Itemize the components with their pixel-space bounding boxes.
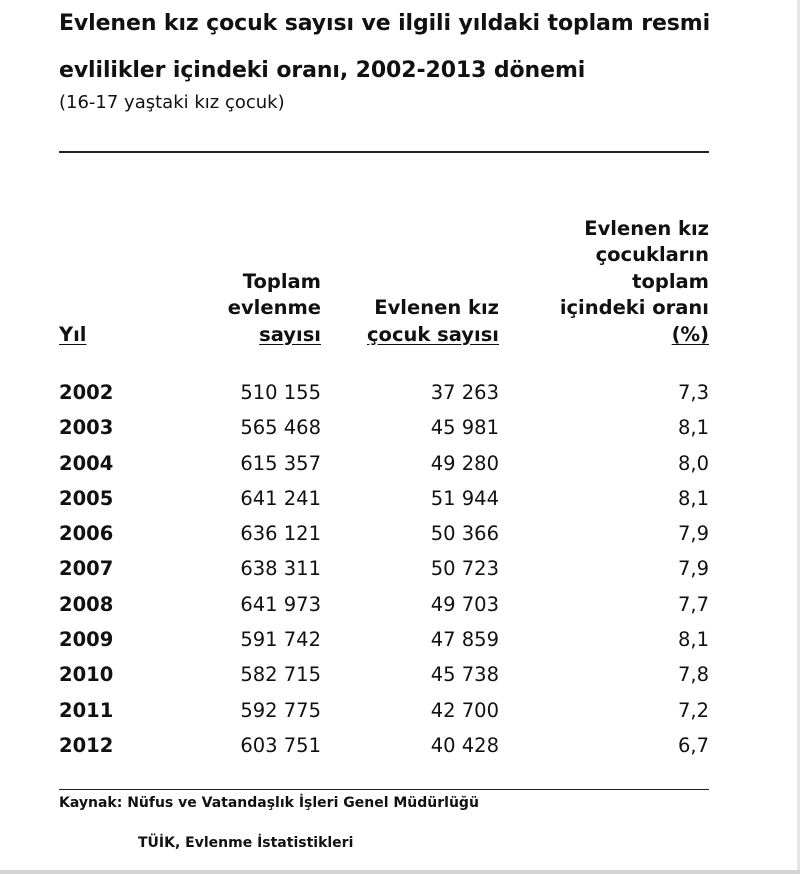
source-note-secondary: TÜİK, Evlenme İstatistikleri (138, 835, 354, 851)
header-total-line: evlenme (227, 296, 321, 319)
table-row (59, 375, 709, 410)
cell-year: 2003 (59, 416, 114, 440)
cell-ratio: 8,1 (677, 628, 709, 652)
table-row (59, 410, 709, 445)
cell-ratio: 6,7 (677, 733, 709, 757)
table-row (59, 657, 709, 692)
table-row (59, 728, 709, 763)
cell-total: 565 468 (240, 416, 321, 440)
cell-count: 45 981 (430, 416, 499, 440)
table-row (59, 446, 709, 481)
cell-year: 2012 (59, 733, 114, 757)
header-ratio-line: toplam (632, 269, 709, 293)
cell-year: 2004 (59, 451, 114, 475)
header-ratio-line: Evlenen kız (584, 216, 709, 240)
table-row (59, 622, 709, 657)
cell-ratio: 7,3 (677, 381, 709, 404)
header-total-line: Toplam (242, 269, 321, 293)
cell-year: 2002 (59, 381, 114, 404)
cell-ratio: 8,0 (677, 451, 709, 475)
top-rule (59, 151, 709, 153)
cell-count: 40 428 (430, 733, 499, 757)
table-row (59, 516, 709, 551)
table-header (59, 203, 709, 348)
cell-year: 2005 (59, 486, 114, 510)
header-total-line: sayısı (259, 322, 321, 346)
cell-count: 42 700 (430, 698, 499, 722)
table-row (59, 481, 709, 516)
cell-count: 50 723 (430, 557, 499, 581)
cell-ratio: 7,9 (677, 557, 709, 581)
header-ratio-line: (%) (671, 322, 709, 346)
cell-total: 638 311 (240, 557, 321, 581)
cell-year: 2010 (59, 663, 114, 687)
cell-count: 49 280 (430, 451, 499, 475)
cell-count: 37 263 (430, 381, 499, 404)
table-body (59, 375, 709, 763)
header-count-line: çocuk sayısı (366, 322, 499, 346)
cell-ratio: 7,8 (677, 663, 709, 687)
table-row (59, 551, 709, 586)
cell-count: 45 738 (430, 663, 499, 687)
cell-count: 49 703 (430, 592, 499, 616)
cell-total: 510 155 (240, 381, 321, 404)
cell-year: 2006 (59, 522, 114, 546)
table-subtitle: (16-17 yaştaki kız çocuk) (59, 92, 285, 113)
page-bottom-edge (0, 870, 800, 874)
cell-total: 641 241 (240, 486, 321, 510)
cell-total: 591 742 (240, 628, 321, 652)
cell-ratio: 7,9 (677, 522, 709, 546)
cell-count: 50 366 (430, 522, 499, 546)
bottom-rule (59, 789, 709, 790)
header-count-line: Evlenen kız (374, 296, 499, 319)
header-ratio-line: içindeki oranı (559, 296, 709, 319)
cell-year: 2009 (59, 628, 114, 652)
cell-total: 603 751 (240, 733, 321, 757)
cell-count: 51 944 (430, 486, 499, 510)
table-row (59, 587, 709, 622)
cell-ratio: 7,7 (677, 592, 709, 616)
cell-year: 2007 (59, 557, 114, 581)
cell-year: 2008 (59, 592, 114, 616)
cell-ratio: 8,1 (677, 416, 709, 440)
header-year (59, 322, 87, 349)
header-total-marriages (228, 269, 321, 349)
cell-total: 615 357 (240, 451, 321, 475)
table-row (59, 693, 709, 728)
cell-total: 582 715 (240, 663, 321, 687)
header-ratio (560, 216, 709, 349)
cell-count: 47 859 (430, 628, 499, 652)
table-title: Evlenen kız çocuk sayısı ve ilgili yıldaki toplam resmi evlilikler içindeki oranı, 2002-2013 dönemi (59, 11, 711, 83)
cell-year: 2011 (59, 698, 114, 722)
cell-total: 641 973 (240, 592, 321, 616)
cell-ratio: 8,1 (677, 486, 709, 510)
header-girl-count (367, 295, 499, 348)
cell-total: 636 121 (240, 522, 321, 546)
cell-ratio: 7,2 (677, 698, 709, 722)
header-year-label: Yıl (59, 322, 87, 346)
cell-total: 592 775 (240, 698, 321, 722)
header-ratio-line: çocukların (595, 243, 709, 266)
source-note: Kaynak: Nüfus ve Vatandaşlık İşleri Genel Müdürlüğü (59, 795, 479, 811)
